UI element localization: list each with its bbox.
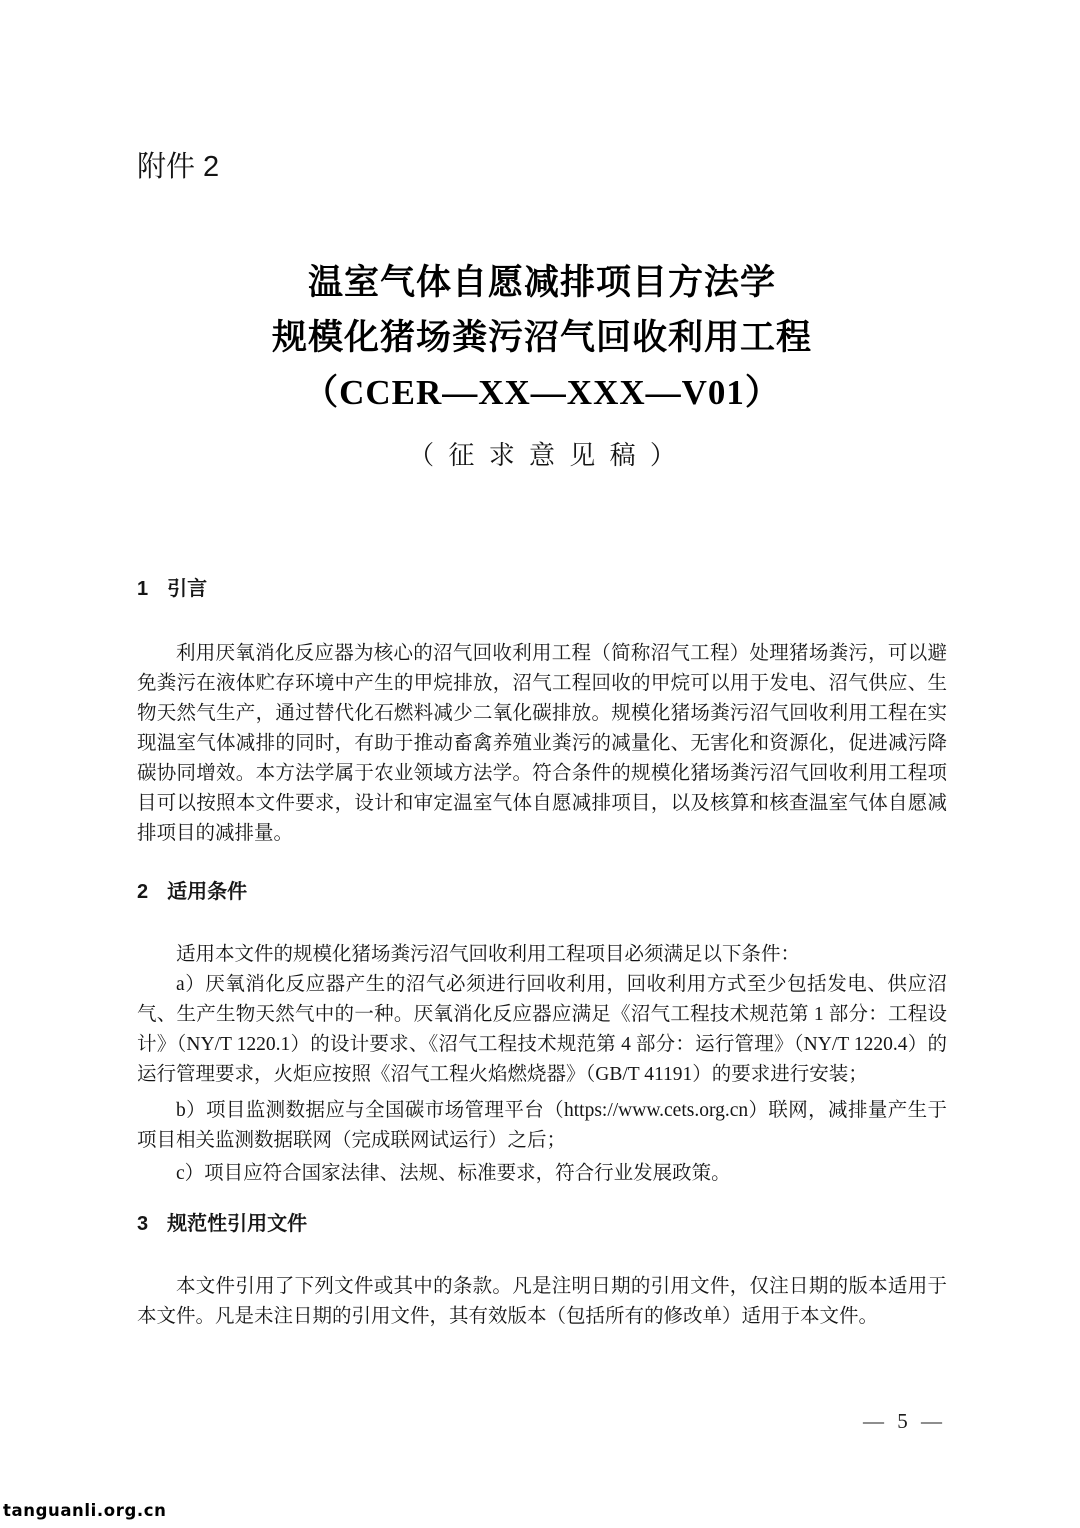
- section-2-condition-a: a）厌氧消化反应器产生的沼气必须进行回收利用，回收利用方式至少包括发电、供应沼气、生产生物天然气中的一种。厌氧消化反应器应满足《沼气工程技术规范第 1 部分：工程设计》（NY/T 1220.1）的设计要求、《沼气工程技术规范第 4 部分：运行管理》（NY/T 1220.4）的运行管理要求，火炬应按照《沼气工程火焰燃烧器》（GB/T 41191）的要求进行安装；: [137, 974, 947, 1085]
- section-normative-references: [137, 1211, 947, 1332]
- section-2-number: 2: [137, 881, 149, 903]
- section-2-heading: [137, 879, 947, 906]
- watermark-text: tanguanli.org.cn: [3, 1501, 167, 1520]
- section-3-title: 规范性引用文件: [167, 1213, 308, 1235]
- title-line-2: 规模化猪场粪污沼气回收利用工程: [271, 318, 812, 357]
- section-2-condition-c: c）项目应符合国家法律、法规、标准要求，符合行业发展政策。: [176, 1163, 731, 1184]
- section-2-intro-paragraph: 适用本文件的规模化猪场粪污沼气回收利用工程项目必须满足以下条件：: [176, 944, 801, 965]
- section-1-number: 1: [137, 578, 149, 600]
- section-1-heading: [137, 576, 947, 603]
- section-applicability: [137, 879, 947, 1189]
- section-2-condition-b: b）项目监测数据应与全国碳市场管理平台（https://www.cets.org.cn）联网，减排量产生于项目相关监测数据联网（完成联网试运行）之后；: [137, 1100, 947, 1151]
- section-2-title: 适用条件: [167, 881, 248, 903]
- section-1-title: 引言: [167, 578, 208, 600]
- document-content: [0, 150, 1080, 1332]
- draft-for-comments-subtitle: （征求意见稿）: [408, 441, 691, 470]
- section-3-number: 3: [137, 1213, 149, 1235]
- section-3-paragraph: 本文件引用了下列文件或其中的条款。凡是注明日期的引用文件，仅注日期的版本适用于本文件。凡是未注日期的引用文件，其有效版本（包括所有的修改单）适用于本文件。: [137, 1276, 947, 1327]
- title-line-1: 温室气体自愿减排项目方法学: [307, 263, 776, 302]
- page-number: — 5 —: [863, 1409, 942, 1433]
- document-title: [137, 255, 947, 420]
- section-3-heading: [137, 1211, 947, 1238]
- section-introduction: [137, 576, 947, 849]
- section-1-paragraph: 利用厌氧消化反应器为核心的沼气回收利用工程（简称沼气工程）处理猪场粪污，可以避免粪污在液体贮存环境中产生的甲烷排放，沼气工程回收的甲烷可以用于发电、沼气供应、生物天然气生产，通过替代化石燃料减少二氧化碳排放。规模化猪场粪污沼气回收利用工程在实现温室气体减排的同时，有助于推动畜禽养殖业粪污的减量化、无害化和资源化，促进减污降碳协同增效。本方法学属于农业领域方法学。符合条件的规模化猪场粪污沼气回收利用工程项目可以按照本文件要求，设计和审定温室气体自愿减排项目，以及核算和核查温室气体自愿减排项目的减排量。: [137, 643, 947, 844]
- attachment-label: 附件 2: [137, 151, 220, 183]
- title-line-3-code: （CCER—XX—XXX—V01）: [303, 373, 781, 412]
